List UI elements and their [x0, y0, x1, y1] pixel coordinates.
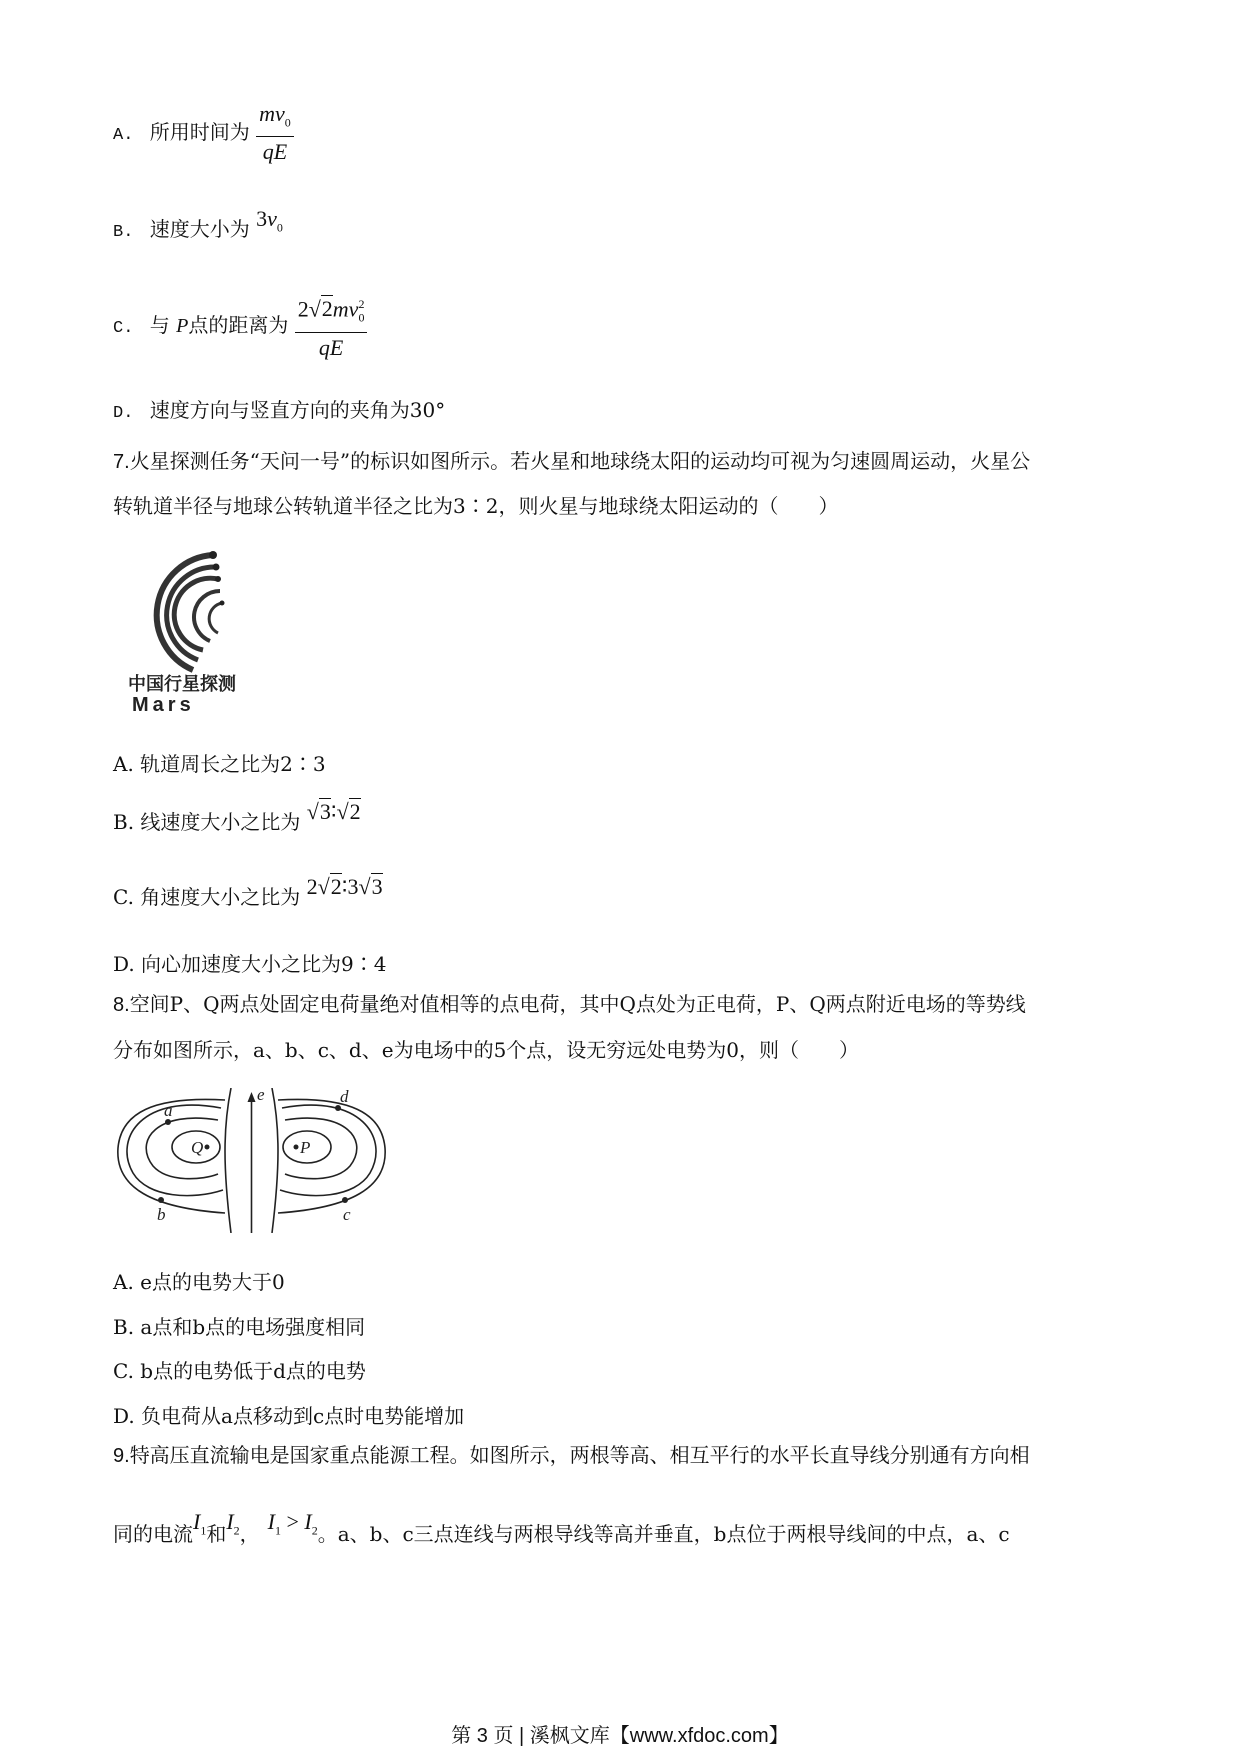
orbit-arcs-icon — [118, 535, 278, 715]
question-text: 空间P、Q两点处固定电荷量绝对值相等的点电荷，其中Q点处为正电荷，P、Q两点附近电场的等势线 — [129, 992, 1026, 1016]
label-a: a — [164, 1101, 173, 1120]
label-d: d — [340, 1088, 349, 1106]
question-number: 8. — [113, 994, 130, 1016]
label-Q: Q — [191, 1138, 204, 1157]
q9-stem-line1 — [113, 1441, 1030, 1470]
option-label: B. — [113, 223, 134, 242]
label-e: e — [257, 1088, 265, 1104]
formula-I1-gt-I2: $I_1 > I_2$ — [267, 1509, 318, 1538]
option-text: D. 向心加速度大小之比为9∶4 — [113, 952, 387, 976]
q7-option-c — [113, 874, 383, 911]
formula-distance: $\frac{2√2mv_0^2}{qE}$ — [295, 290, 368, 363]
var-P: P — [176, 314, 189, 337]
option-text: A. 轨道周长之比为2∶3 — [113, 752, 326, 776]
formula-sqrt3-sqrt2: √3∶√2 — [306, 799, 361, 824]
question-text: 。a、b、c三点连线与两根导线等高并垂直，b点位于两根导线间的中点，a、c — [317, 1522, 1010, 1546]
q7-option-a — [113, 750, 326, 778]
q6-option-b — [113, 206, 283, 251]
question-text: 特高压直流输电是国家重点能源工程。如图所示，两根等高、相互平行的水平长直导线分别通有方向相 — [129, 1443, 1030, 1467]
option-text: B. 线速度大小之比为 — [113, 810, 301, 834]
formula-I2: $I_2$ — [226, 1509, 240, 1538]
q8-stem-line2 — [113, 1036, 859, 1064]
question-text: ， — [239, 1522, 260, 1546]
equipotential-figure — [113, 1088, 393, 1233]
q7-stem-line1 — [113, 447, 1030, 476]
option-text: D. 负电荷从a点移动到c点时电势能增加 — [113, 1404, 465, 1428]
option-text: 速度大小为 — [149, 217, 250, 241]
option-label: D. — [113, 404, 134, 423]
q6-option-a — [113, 100, 294, 167]
option-text: 速度方向与竖直方向的夹角为30° — [149, 398, 446, 422]
option-text: C. 角速度大小之比为 — [113, 885, 301, 909]
question-number: 9. — [113, 1445, 130, 1467]
formula-I1: $I_1$ — [193, 1509, 207, 1538]
q8-option-c — [113, 1357, 366, 1385]
logo-text-cn: 中国行星探测 — [128, 674, 236, 694]
q7-option-d — [113, 950, 387, 978]
tianwen-logo-figure — [118, 535, 278, 715]
question-text: 和 — [206, 1522, 227, 1546]
label-P: P — [300, 1138, 311, 1157]
q6-option-d — [113, 396, 445, 428]
label-c: c — [343, 1205, 351, 1224]
question-text: 同的电流 — [113, 1522, 193, 1546]
q8-option-a — [113, 1268, 285, 1296]
question-text: 分布如图所示，a、b、c、d、e为电场中的5个点，设无穷远处电势为0，则（ ） — [113, 1038, 860, 1062]
q8-option-d — [113, 1402, 464, 1430]
option-text: 与 — [149, 312, 170, 337]
logo-text-en: Mars — [132, 694, 195, 715]
formula-m-v0-over-qE: $\frac{mv_0}{qE}$ — [256, 100, 294, 167]
q8-stem-line1 — [113, 990, 1026, 1019]
question-text: 转轨道半径与地球公转轨道半径之比为3∶2，则火星与地球绕太阳运动的（ ） — [113, 494, 839, 518]
q6-option-c — [113, 290, 367, 363]
q9-stem-line2 — [113, 1509, 1010, 1556]
option-text: C. b点的电势低于d点的电势 — [113, 1359, 366, 1383]
option-text: B. a点和b点的电场强度相同 — [113, 1315, 366, 1339]
q7-stem-line2 — [113, 492, 838, 520]
question-number: 7. — [113, 451, 130, 473]
option-text: A. e点的电势大于0 — [113, 1270, 285, 1294]
option-text: 点的距离为 — [188, 312, 289, 337]
formula-2sqrt2-3sqrt3: 2√2∶3√3 — [306, 874, 383, 899]
option-label: A. — [113, 126, 134, 146]
option-label: C. — [113, 318, 134, 338]
q7-option-b — [113, 799, 361, 836]
label-b: b — [157, 1205, 166, 1224]
question-text: 火星探测任务“天问一号”的标识如图所示。若火星和地球绕太阳的运动均可视为匀速圆周运动，火星公 — [129, 449, 1031, 473]
formula-3v0: $3v_0$ — [256, 206, 283, 235]
page-footer: 第 3 页 | 溪枫文库【www.xfdoc.com】 — [451, 1725, 789, 1747]
equipotential-diagram — [113, 1088, 393, 1233]
q8-option-b — [113, 1313, 365, 1341]
option-text: 所用时间为 — [149, 120, 250, 145]
